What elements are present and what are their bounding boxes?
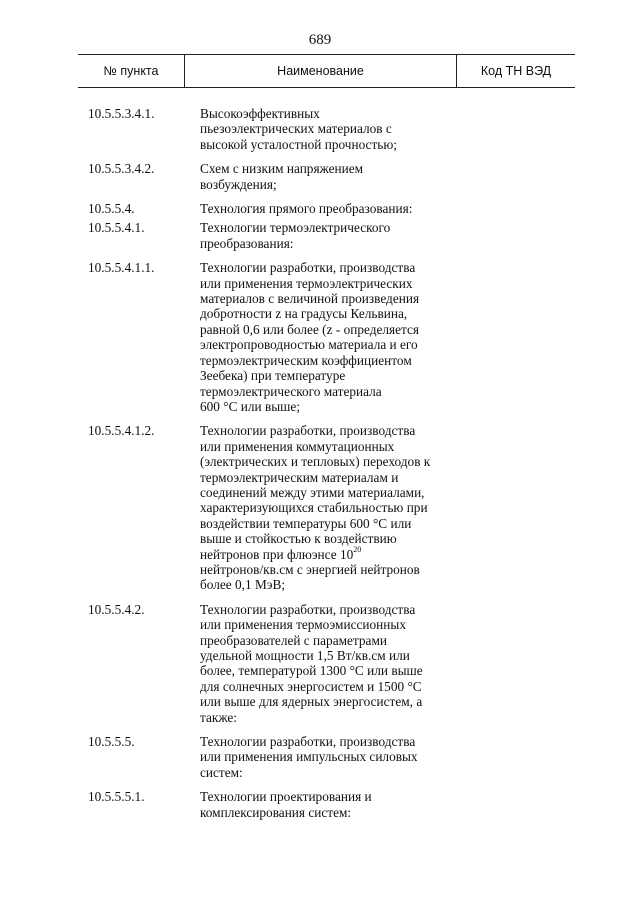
table-row [88, 260, 558, 414]
exponent: 20 [353, 545, 362, 555]
item-number: 10.5.5.4.1. [88, 220, 145, 236]
item-name: Технология прямого преобразования: [200, 201, 413, 217]
column-header-name: Наименование [185, 55, 457, 87]
table-row [88, 423, 558, 592]
item-name-part: нейтронов/кв.см с энергией нейтронов более 0,1 МэВ; [200, 561, 420, 593]
item-name: Технологии разработки, производства или применения импульсных силовых систем: [200, 734, 418, 780]
table-row [88, 220, 558, 251]
table-row [88, 602, 558, 725]
table-row [88, 201, 558, 216]
item-name: Технологии проектирования и комплексирования систем: [200, 789, 372, 820]
item-number: 10.5.5.3.4.2. [88, 161, 155, 177]
column-header-code: Код ТН ВЭД [480, 64, 552, 78]
item-number: 10.5.5.5.1. [88, 789, 145, 805]
item-name: Высокоэффективных пьезоэлектрических материалов с высокой усталостной прочностью; [200, 106, 397, 152]
item-name: Технологии термоэлектрического преобразования: [200, 220, 391, 251]
item-name: Технологии разработки, производства или применения термоэмиссионных преобразователей с параметрами удельной мощности 1,5 Вт/кв.см или более, температурой 1300 °С или выше для солнечных энергосистем и 1500 °С или выше для ядерных энергосистем, а также: [200, 601, 423, 725]
table-row [88, 161, 558, 192]
item-number: 10.5.5.3.4.1. [88, 106, 155, 121]
item-name: Схем с низким напряжением возбуждения; [200, 161, 364, 192]
item-number: 10.5.5.4.2. [88, 601, 145, 617]
table-header [78, 54, 575, 88]
item-name-part: Технологии разработки, производства или применения коммутационных (электрических и тепловых) переходов к термоэлектрическим материалам и соединений между этими материалами, характеризующихся стабильностью при воздействии температуры 600 °С или выше и стойкостью к воздействию нейтронов при флюэнсе 10 [200, 423, 431, 562]
item-number: 10.5.5.4. [88, 201, 135, 217]
item-name: Технологии разработки, производства или применения термоэлектрических материалов с величиной произведения добротности z на градусы Кельвина, равной 0,6 или более (z - определяется электропроводностью материала и его термоэлектрическим коэффициентом Зеебека) при температуре термоэлектрического материала 600 °С или выше; [200, 260, 420, 414]
column-header-number: № пункта [78, 55, 185, 87]
table-body [88, 106, 558, 829]
item-number: 10.5.5.4.1.1. [88, 260, 155, 276]
item-name [200, 423, 450, 592]
page-number: 689 [308, 32, 332, 48]
table-row [88, 734, 558, 780]
table-row [88, 789, 558, 820]
table-row [88, 106, 558, 152]
item-number: 10.5.5.5. [88, 734, 135, 750]
item-number: 10.5.5.4.1.2. [88, 423, 155, 439]
